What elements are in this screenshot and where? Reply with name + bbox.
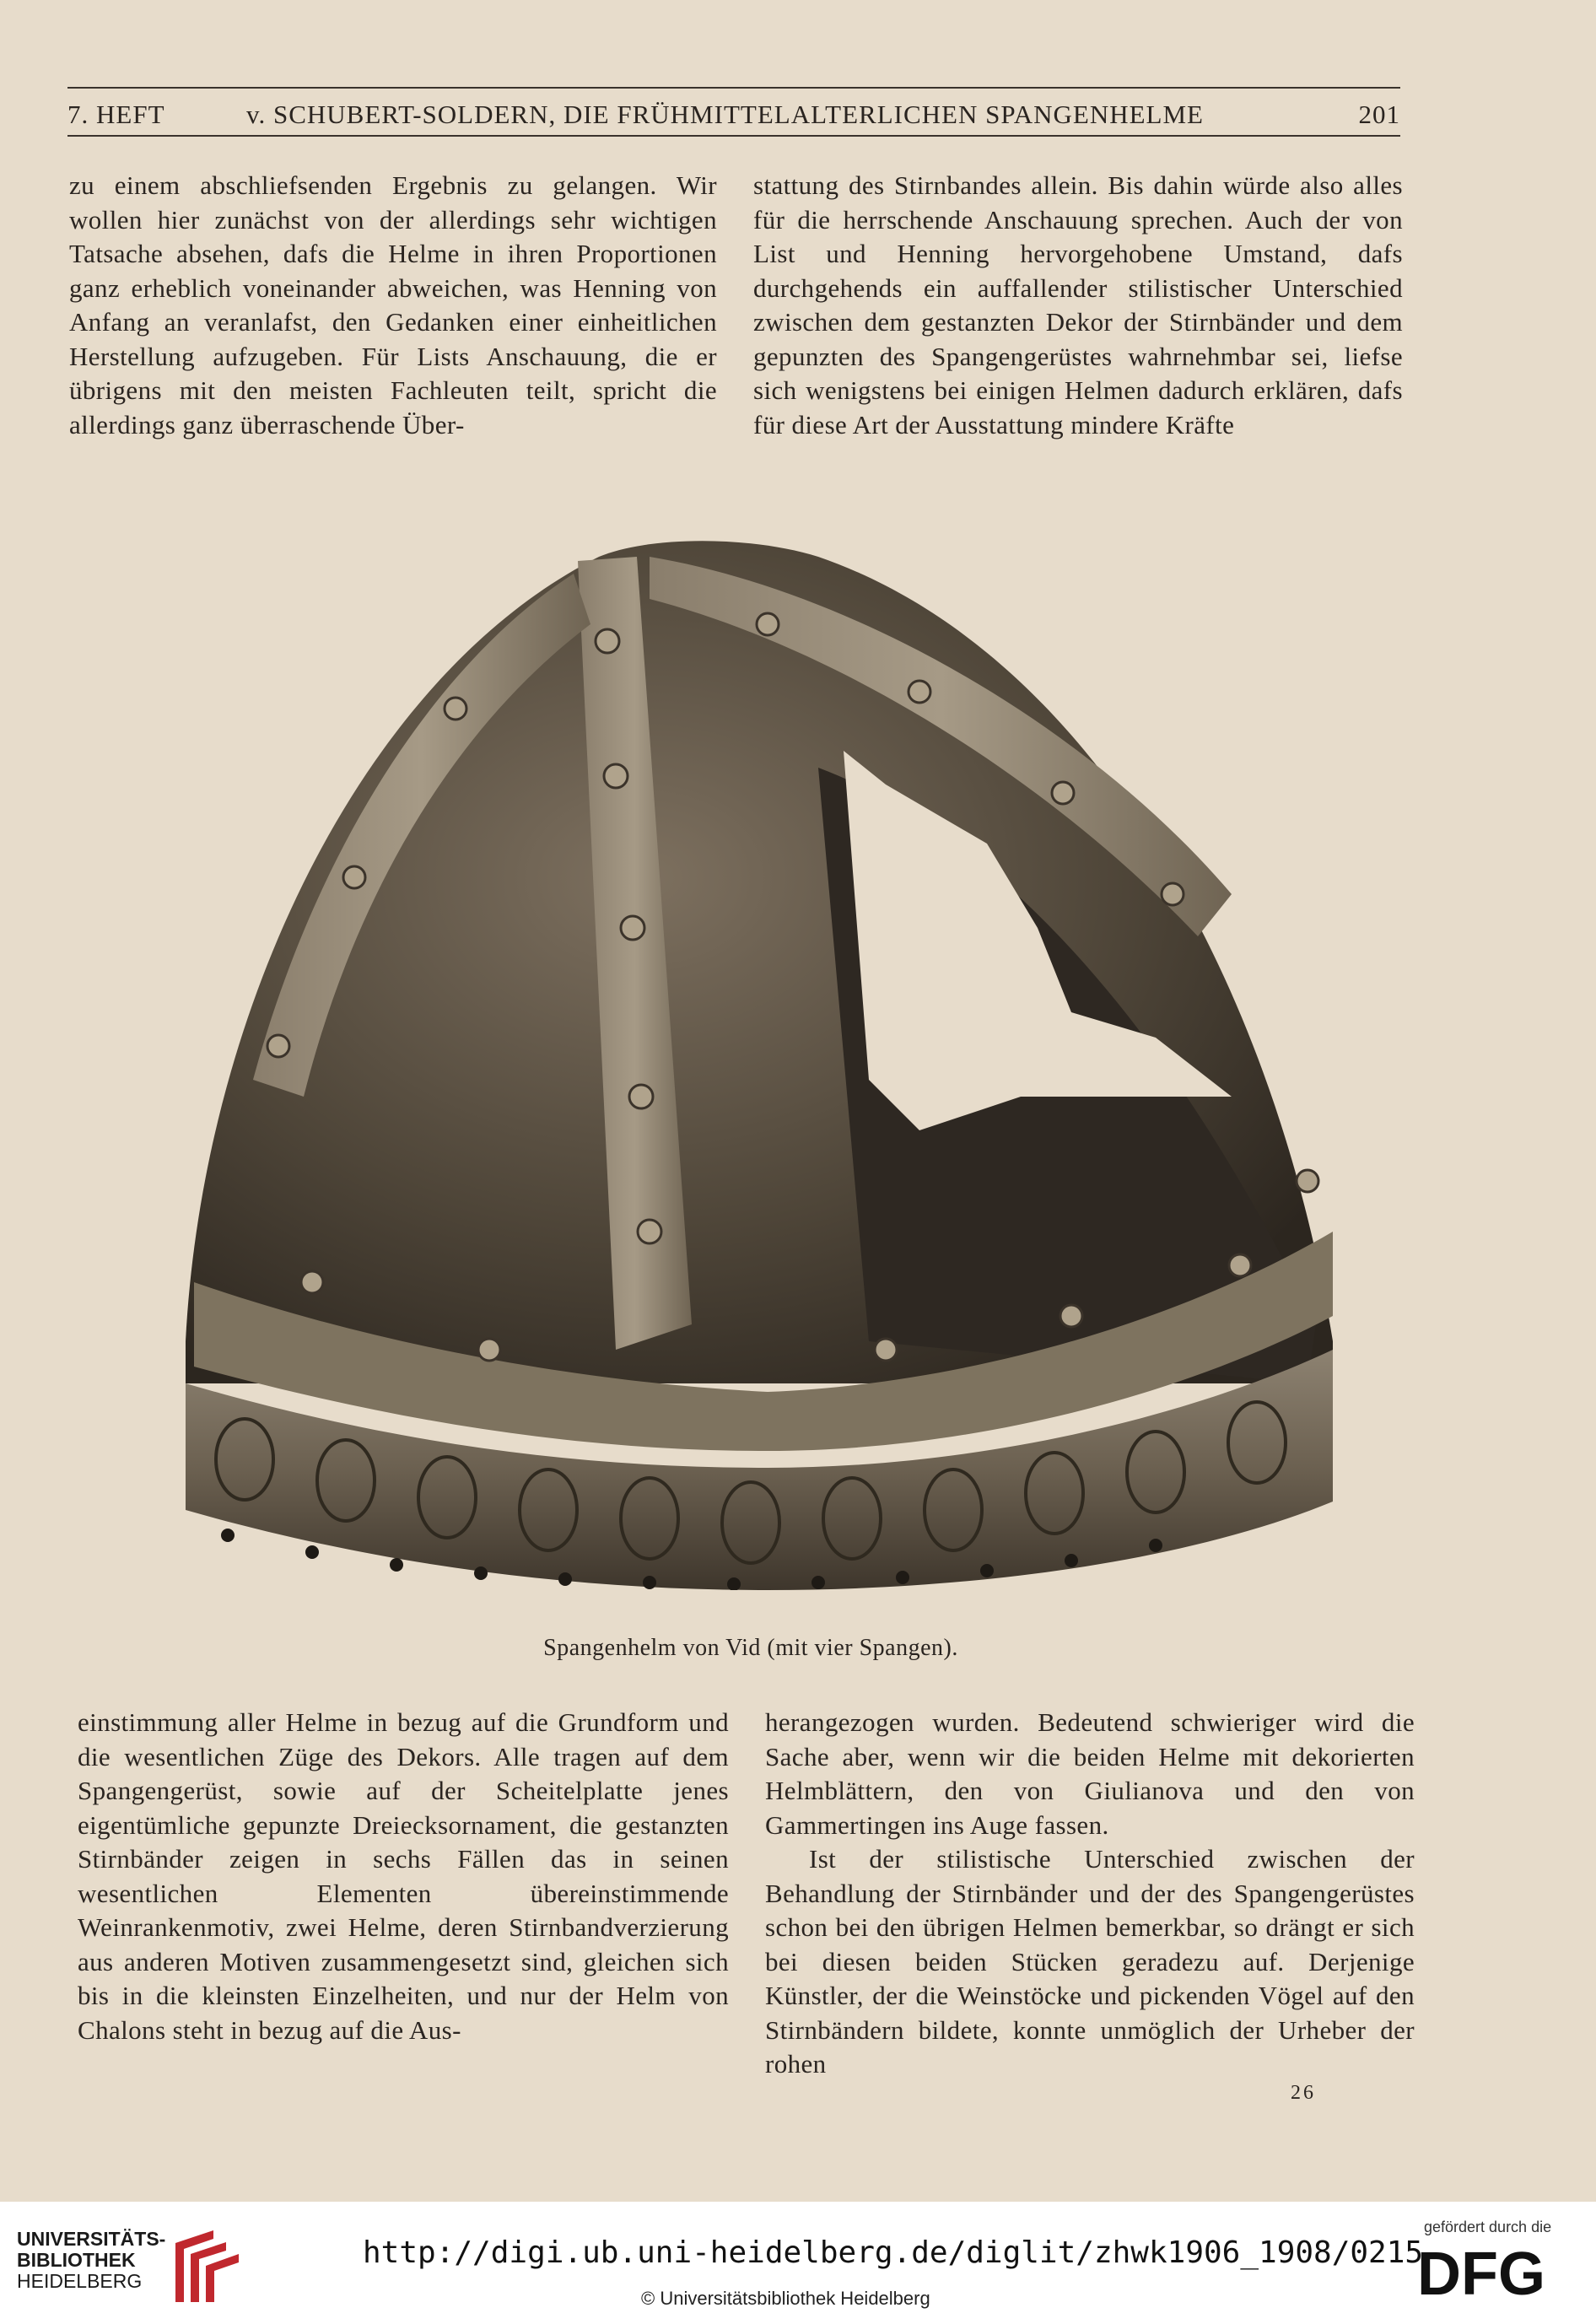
library-name-line: HEIDELBERG (17, 2270, 143, 2292)
library-emblem-icon (167, 2230, 243, 2306)
permalink-url[interactable]: http://digi.ub.uni-heidelberg.de/diglit/zhwk1906_1908/0215 (363, 2235, 1424, 2270)
issue-label: 7. HEFT (67, 100, 165, 129)
page-number: 201 (1358, 100, 1400, 129)
running-header (67, 96, 1400, 137)
signature-mark: 26 (1291, 2082, 1316, 2104)
library-name-line: BIBLIOTHEK (17, 2249, 136, 2271)
paragraph: stattung des Stirnbandes allein. Bis dahin würde also alles für die herrschende Anschauung sprechen. Auch der von List und Henning hervorgehobene Umstand, dafs durchgehends ein auffallender stilistischer Unterschied zwischen dem gestanzten Dekor der Stirnbänder und dem gepunzten des Spangengerüstes wahrnehmbar sei, liefse sich wenigstens bei einigen Helmen dadurch erklären, dafs für diese Art der Ausstattung mindere Kräfte (753, 170, 1403, 439)
viewer-footer (0, 2202, 1596, 2324)
library-name-line: UNIVERSITÄTS- (17, 2228, 166, 2250)
paragraph: einstimmung aller Helme in bezug auf die Grundform und die wesentlichen Züge des Dekors. Alle tragen auf dem Spangengerüst, sowie auf der Scheitelplatte jenes eigentümliche gepunzte Dreiecksornament, die gestanzten Stirnbänder zeigen in sechs Fällen das in seinen wesentlichen Elementen übereinstimmende Weinrankenmotiv, zwei Helme, deren Stirnbandverzierung aus anderen Motiven zusammengesetzt sind, gleichen sich bis in die kleinsten Einzelheiten, und nur der Helm von Chalons steht in bezug auf die Aus- (78, 1707, 729, 2045)
paragraph: Ist der stilistische Unterschied zwischen der Behandlung der Stirnbänder und der des Spangengerüstes schon bei den übrigen Helmen bemerkbar, so drängt er sich bei diesen beiden Stücken geradezu auf. Derjenige Künstler, der die Weinstöcke und pickenden Vögel auf den Stirnbändern bildete, konnte unmöglich der Urheber der rohen (765, 1844, 1415, 2079)
helmet-photograph (177, 540, 1333, 1590)
text-column-top-right (753, 169, 1403, 442)
text-column-bottom-right (765, 1706, 1415, 2082)
paragraph: zu einem abschliefsenden Ergebnis zu gelangen. Wir wollen hier zunächst von der allerdings sehr wichtigen Tatsache absehen, dafs die Helme in ihren Proportionen ganz erheblich voneinander abweichen, was Henning von Anfang an veranlafst, den Gedanken einer einheitlichen Herstellung aufzugeben. Für Lists Anschauung, die er übrigens mit den meisten Fachleuten teilt, spricht die allerdings ganz überraschende Über- (69, 170, 717, 439)
header-rule-top (67, 87, 1400, 89)
text-column-top-left (69, 169, 717, 442)
header-title: v. SCHUBERT-SOLDERN, DIE FRÜHMITTELALTERLICHEN SPANGENHELME (246, 100, 1204, 129)
header-rule-bottom (67, 135, 1400, 137)
copyright-notice: © Universitätsbibliothek Heidelberg (641, 2288, 930, 2309)
library-logo[interactable] (17, 2229, 270, 2310)
figure-caption: Spangenhelm von Vid (mit vier Spangen). (543, 1635, 958, 1661)
funder-label: gefördert durch die (1424, 2219, 1552, 2235)
paragraph: herangezogen wurden. Bedeutend schwieriger wird die Sache aber, wenn wir die beiden Helme mit dekorierten Helmblättern, den von Giulianova und den von Gammertingen ins Auge fassen. (765, 1707, 1415, 1840)
dfg-logo-text: DFG (1417, 2244, 1545, 2303)
text-column-bottom-left (78, 1706, 729, 2047)
dfg-logo[interactable] (1417, 2244, 1577, 2303)
library-name (17, 2229, 165, 2292)
